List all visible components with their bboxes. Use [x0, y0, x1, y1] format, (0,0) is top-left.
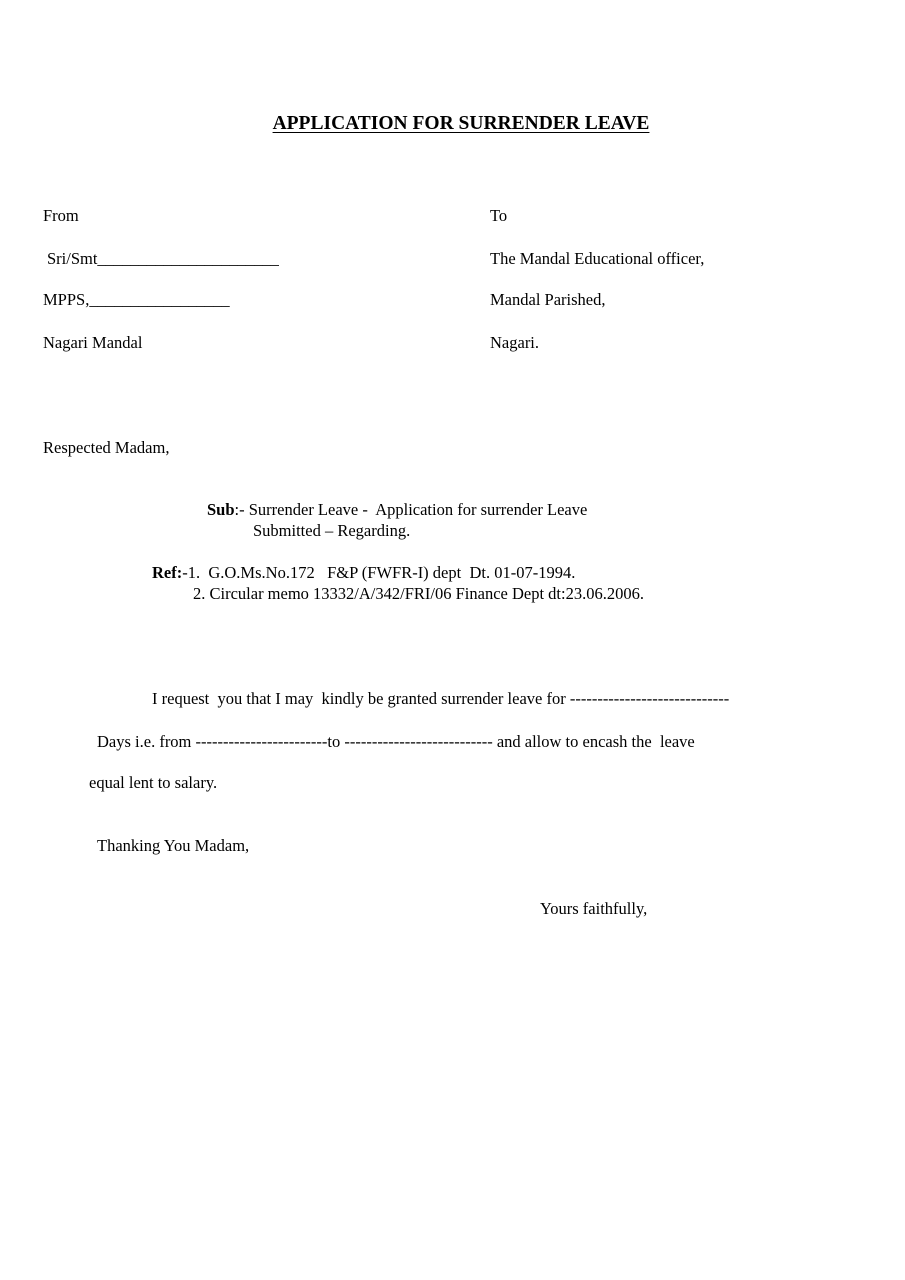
- salutation: Respected Madam,: [43, 438, 170, 457]
- subject-label: Sub: [207, 500, 235, 519]
- subject-line-2: Submitted – Regarding.: [253, 521, 411, 540]
- from-school-line: MPPS,_________________: [43, 290, 230, 309]
- from-name-line: Sri/Smt______________________: [47, 249, 279, 268]
- to-office-line: Mandal Parished,: [490, 290, 606, 309]
- page-title: [0, 114, 905, 134]
- reference-line-1: [152, 565, 575, 582]
- subject-separator: :-: [234, 500, 245, 519]
- reference-label: Ref:: [152, 563, 183, 582]
- to-officer-line: The Mandal Educational officer,: [490, 249, 705, 268]
- to-heading: To: [490, 206, 508, 225]
- to-place-line: Nagari.: [490, 333, 540, 352]
- subject-line: [207, 502, 587, 519]
- closing-line: Thanking You Madam,: [97, 836, 250, 855]
- reference-1-text: -1. G.O.Ms.No.172 F&P (FWFR-I) dept Dt. 01-07-1994.: [182, 563, 576, 582]
- signoff-line: Yours faithfully,: [540, 899, 648, 918]
- page-title-text: APPLICATION FOR SURRENDER LEAVE: [272, 113, 650, 134]
- reference-line-2: 2. Circular memo 13332/A/342/FRI/06 Finance Dept dt:23.06.2006.: [193, 584, 644, 603]
- from-heading: From: [43, 206, 79, 225]
- subject-text: Surrender Leave - Application for surrender Leave: [244, 500, 588, 519]
- body-line-1: I request you that I may kindly be granted surrender leave for -----------------------------: [152, 689, 730, 708]
- body-line-3: equal lent to salary.: [89, 773, 218, 792]
- from-mandal-line: Nagari Mandal: [43, 333, 143, 352]
- body-line-2: Days i.e. from ------------------------to --------------------------- and allow to encash the leave: [97, 732, 695, 751]
